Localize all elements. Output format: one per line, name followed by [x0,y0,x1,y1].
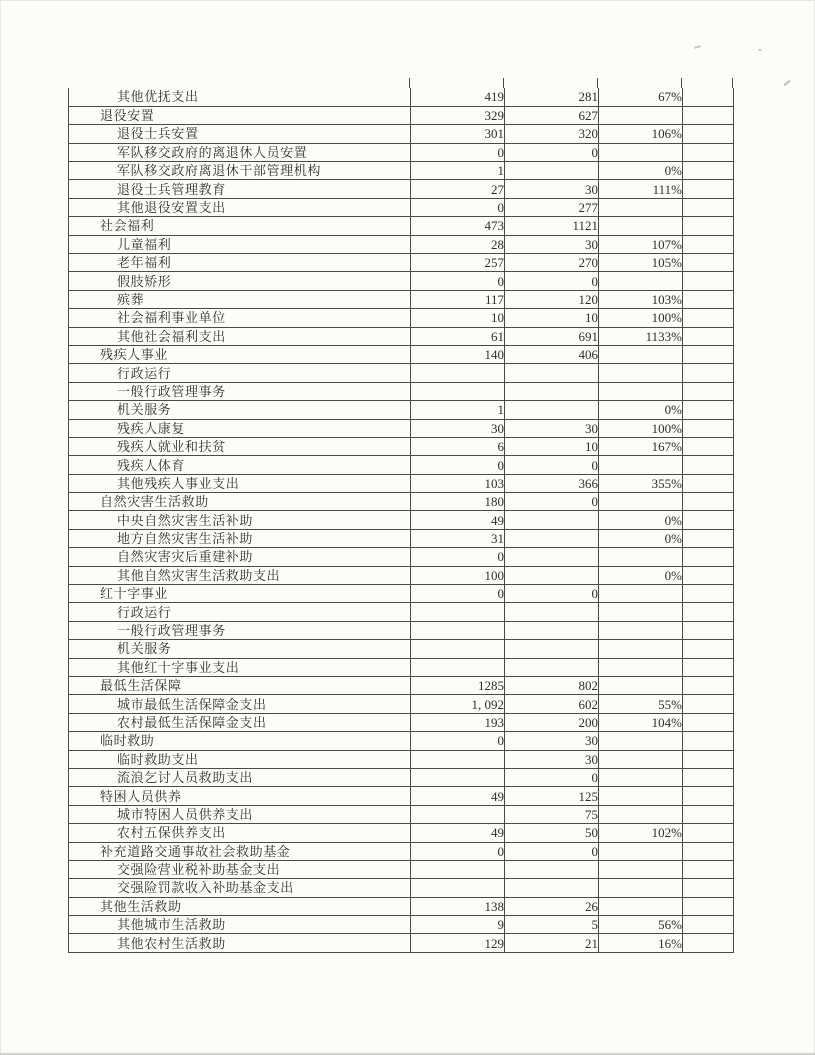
row-empty-cell [683,125,734,143]
row-value-1: 0 [411,272,505,290]
table-row [69,474,734,492]
budget-table-body [69,88,734,952]
row-label: 一般行政管理事务 [69,621,411,639]
row-empty-cell [683,658,734,676]
row-label: 机关服务 [69,640,411,658]
row-label: 残疾人体育 [69,456,411,474]
row-value-1: 0 [411,548,505,566]
budget-expenditure-table [68,88,734,953]
row-value-1: 419 [411,88,505,106]
row-label: 临时救助 [69,732,411,750]
row-label: 城市最低生活保障金支出 [69,695,411,713]
row-label: 军队移交政府离退休干部管理机构 [69,162,411,180]
row-value-1: 129 [411,934,505,952]
row-percent: 103% [599,290,683,308]
row-empty-cell [683,916,734,934]
table-column-line-stub [597,78,598,88]
row-label: 残疾人康复 [69,419,411,437]
table-row [69,677,734,695]
row-label: 老年福利 [69,254,411,272]
table-row [69,345,734,363]
row-label: 农村最低生活保障金支出 [69,713,411,731]
row-empty-cell [683,824,734,842]
row-empty-cell [683,805,734,823]
row-label: 其他红十字事业支出 [69,658,411,676]
row-value-1: 31 [411,529,505,547]
row-value-1: 140 [411,345,505,363]
row-value-2: 691 [505,327,599,345]
row-empty-cell [683,106,734,124]
table-row [69,217,734,235]
row-percent [599,750,683,768]
row-empty-cell [683,88,734,106]
row-value-1: 0 [411,456,505,474]
table-row [69,897,734,915]
row-label: 城市特困人员供养支出 [69,805,411,823]
row-label: 交强险罚款收入补助基金支出 [69,879,411,897]
row-value-1: 28 [411,235,505,253]
row-percent: 167% [599,437,683,455]
row-value-1: 100 [411,566,505,584]
row-empty-cell [683,640,734,658]
row-empty-cell [683,879,734,897]
row-percent [599,217,683,235]
row-label: 军队移交政府的离退休人员安置 [69,143,411,161]
table-row [69,180,734,198]
row-label: 中央自然灾害生活补助 [69,511,411,529]
row-label: 自然灾害灾后重建补助 [69,548,411,566]
table-row [69,272,734,290]
row-value-2: 30 [505,180,599,198]
row-value-2: 21 [505,934,599,952]
row-label: 流浪乞讨人员救助支出 [69,768,411,786]
row-value-2: 125 [505,787,599,805]
row-percent [599,198,683,216]
row-label: 其他农村生活救助 [69,934,411,952]
row-percent: 16% [599,934,683,952]
row-value-1: 180 [411,493,505,511]
row-value-2: 277 [505,198,599,216]
row-percent [599,272,683,290]
row-label: 其他优抚支出 [69,88,411,106]
scan-speck [758,49,762,52]
row-percent [599,897,683,915]
table-row [69,695,734,713]
row-value-2: 627 [505,106,599,124]
row-empty-cell [683,585,734,603]
row-value-2 [505,511,599,529]
row-percent: 55% [599,695,683,713]
row-value-2: 1121 [505,217,599,235]
row-value-1: 0 [411,732,505,750]
row-percent: 0% [599,162,683,180]
row-empty-cell [683,548,734,566]
row-percent [599,879,683,897]
row-percent: 1133% [599,327,683,345]
row-empty-cell [683,934,734,952]
row-value-1: 473 [411,217,505,235]
row-value-1: 30 [411,419,505,437]
row-percent [599,345,683,363]
row-value-1 [411,750,505,768]
row-value-1 [411,805,505,823]
row-value-1: 138 [411,897,505,915]
row-value-2: 0 [505,585,599,603]
row-percent [599,805,683,823]
row-label: 其他城市生活救助 [69,916,411,934]
row-value-2: 281 [505,88,599,106]
row-percent [599,860,683,878]
row-label: 红十字事业 [69,585,411,603]
row-value-1: 301 [411,125,505,143]
row-value-2: 366 [505,474,599,492]
row-percent: 105% [599,254,683,272]
row-empty-cell [683,382,734,400]
row-value-2: 406 [505,345,599,363]
row-value-2 [505,364,599,382]
row-label: 假肢矫形 [69,272,411,290]
table-row [69,750,734,768]
row-value-2: 5 [505,916,599,934]
row-percent [599,768,683,786]
row-empty-cell [683,787,734,805]
row-value-2: 0 [505,456,599,474]
table-row [69,842,734,860]
row-empty-cell [683,143,734,161]
row-value-1: 0 [411,198,505,216]
table-row [69,603,734,621]
row-empty-cell [683,511,734,529]
row-percent [599,106,683,124]
row-value-1 [411,768,505,786]
row-percent: 100% [599,309,683,327]
row-percent [599,382,683,400]
row-value-1: 117 [411,290,505,308]
row-value-2: 30 [505,419,599,437]
row-value-1: 61 [411,327,505,345]
row-value-2 [505,603,599,621]
row-label: 行政运行 [69,603,411,621]
table-row [69,382,734,400]
row-empty-cell [683,180,734,198]
row-value-2: 30 [505,235,599,253]
row-value-1: 6 [411,437,505,455]
row-value-1: 49 [411,824,505,842]
row-percent: 104% [599,713,683,731]
table-column-line-stub [732,78,733,88]
row-value-1: 329 [411,106,505,124]
row-label: 儿童福利 [69,235,411,253]
table-row [69,235,734,253]
row-value-1: 49 [411,511,505,529]
table-row [69,713,734,731]
row-value-2: 75 [505,805,599,823]
table-row [69,787,734,805]
row-value-2: 0 [505,493,599,511]
row-label: 社会福利 [69,217,411,235]
table-row [69,198,734,216]
table-row [69,732,734,750]
row-empty-cell [683,750,734,768]
row-value-1: 0 [411,585,505,603]
row-value-2: 602 [505,695,599,713]
row-value-1: 257 [411,254,505,272]
row-value-2 [505,879,599,897]
row-value-2 [505,401,599,419]
table-row [69,162,734,180]
row-percent [599,658,683,676]
row-value-1 [411,640,505,658]
row-label: 交强险营业税补助基金支出 [69,860,411,878]
row-label: 特困人员供养 [69,787,411,805]
row-percent: 111% [599,180,683,198]
row-label: 其他生活救助 [69,897,411,915]
row-percent: 0% [599,529,683,547]
row-percent: 102% [599,824,683,842]
table-row [69,879,734,897]
table-column-line-stub [409,78,410,88]
row-value-1: 193 [411,713,505,731]
row-percent [599,548,683,566]
table-row [69,548,734,566]
row-value-1: 103 [411,474,505,492]
row-value-1 [411,879,505,897]
row-label: 社会福利事业单位 [69,309,411,327]
table-row [69,493,734,511]
row-empty-cell [683,272,734,290]
row-value-2: 0 [505,842,599,860]
row-value-1 [411,658,505,676]
row-empty-cell [683,327,734,345]
table-row [69,658,734,676]
row-percent: 67% [599,88,683,106]
row-value-2: 30 [505,732,599,750]
row-percent [599,787,683,805]
row-percent: 0% [599,566,683,584]
row-value-2: 26 [505,897,599,915]
row-percent [599,621,683,639]
row-empty-cell [683,198,734,216]
row-label: 临时救助支出 [69,750,411,768]
row-value-1: 1 [411,162,505,180]
row-value-2 [505,382,599,400]
row-percent [599,640,683,658]
row-empty-cell [683,566,734,584]
row-value-1: 1285 [411,677,505,695]
row-value-1: 49 [411,787,505,805]
table-row [69,254,734,272]
row-empty-cell [683,401,734,419]
row-label: 退役安置 [69,106,411,124]
row-label: 殡葬 [69,290,411,308]
row-value-2 [505,162,599,180]
row-empty-cell [683,842,734,860]
table-row [69,327,734,345]
row-percent [599,456,683,474]
scan-speck [783,80,791,87]
table-row [69,934,734,952]
row-value-2 [505,529,599,547]
table-row [69,824,734,842]
row-percent: 107% [599,235,683,253]
row-percent [599,364,683,382]
row-percent [599,842,683,860]
row-percent: 100% [599,419,683,437]
row-value-1: 0 [411,842,505,860]
row-empty-cell [683,419,734,437]
table-row [69,805,734,823]
row-empty-cell [683,713,734,731]
row-percent [599,585,683,603]
row-value-2: 802 [505,677,599,695]
table-column-line-stub [503,78,504,88]
row-value-1: 27 [411,180,505,198]
row-value-2: 0 [505,272,599,290]
row-label: 退役士兵安置 [69,125,411,143]
table-row [69,309,734,327]
row-empty-cell [683,162,734,180]
row-empty-cell [683,437,734,455]
row-empty-cell [683,493,734,511]
table-row [69,640,734,658]
row-percent: 0% [599,401,683,419]
row-empty-cell [683,309,734,327]
row-label: 其他残疾人事业支出 [69,474,411,492]
row-empty-cell [683,290,734,308]
table-row [69,88,734,106]
row-label: 最低生活保障 [69,677,411,695]
row-empty-cell [683,677,734,695]
row-value-2: 10 [505,309,599,327]
row-label: 补充道路交通事故社会救助基金 [69,842,411,860]
table-row [69,768,734,786]
table-row [69,621,734,639]
scan-speck [694,45,701,49]
row-empty-cell [683,603,734,621]
row-empty-cell [683,621,734,639]
row-label: 行政运行 [69,364,411,382]
row-label: 一般行政管理事务 [69,382,411,400]
row-percent [599,603,683,621]
row-value-2 [505,860,599,878]
row-value-2: 120 [505,290,599,308]
table-row [69,125,734,143]
row-value-2: 320 [505,125,599,143]
row-value-1 [411,621,505,639]
row-label: 退役士兵管理教育 [69,180,411,198]
table-row [69,143,734,161]
row-value-1: 1, 092 [411,695,505,713]
row-value-2: 0 [505,768,599,786]
row-value-2: 50 [505,824,599,842]
table-row [69,511,734,529]
row-value-1: 0 [411,143,505,161]
row-empty-cell [683,529,734,547]
table-row [69,566,734,584]
table-row [69,290,734,308]
row-label: 自然灾害生活救助 [69,493,411,511]
row-empty-cell [683,217,734,235]
row-percent: 0% [599,511,683,529]
row-percent: 355% [599,474,683,492]
row-value-2: 30 [505,750,599,768]
row-value-2 [505,548,599,566]
row-percent [599,143,683,161]
table-row [69,437,734,455]
row-label: 其他社会福利支出 [69,327,411,345]
row-label: 其他退役安置支出 [69,198,411,216]
row-value-1 [411,603,505,621]
row-value-2: 200 [505,713,599,731]
row-value-1: 9 [411,916,505,934]
row-value-2 [505,658,599,676]
table-row [69,585,734,603]
row-value-2 [505,640,599,658]
table-row [69,106,734,124]
table-row [69,401,734,419]
row-percent [599,493,683,511]
table-row [69,916,734,934]
row-empty-cell [683,768,734,786]
row-empty-cell [683,474,734,492]
row-percent [599,677,683,695]
row-label: 地方自然灾害生活补助 [69,529,411,547]
row-value-2 [505,621,599,639]
row-empty-cell [683,732,734,750]
table-column-line-stub [681,78,682,88]
row-value-1 [411,860,505,878]
row-value-1: 10 [411,309,505,327]
row-label: 残疾人事业 [69,345,411,363]
row-percent [599,732,683,750]
row-label: 农村五保供养支出 [69,824,411,842]
table-row [69,419,734,437]
row-value-1 [411,364,505,382]
row-value-2 [505,566,599,584]
row-label: 其他自然灾害生活救助支出 [69,566,411,584]
row-percent: 56% [599,916,683,934]
row-value-2: 270 [505,254,599,272]
row-empty-cell [683,456,734,474]
row-percent: 106% [599,125,683,143]
row-empty-cell [683,345,734,363]
row-label: 残疾人就业和扶贫 [69,437,411,455]
table-row [69,456,734,474]
table-row [69,860,734,878]
row-label: 机关服务 [69,401,411,419]
row-empty-cell [683,695,734,713]
table-row [69,364,734,382]
table-row [69,529,734,547]
row-empty-cell [683,254,734,272]
row-empty-cell [683,860,734,878]
row-empty-cell [683,897,734,915]
row-empty-cell [683,235,734,253]
row-value-1 [411,382,505,400]
row-empty-cell [683,364,734,382]
row-value-2: 0 [505,143,599,161]
row-value-2: 10 [505,437,599,455]
row-value-1: 1 [411,401,505,419]
